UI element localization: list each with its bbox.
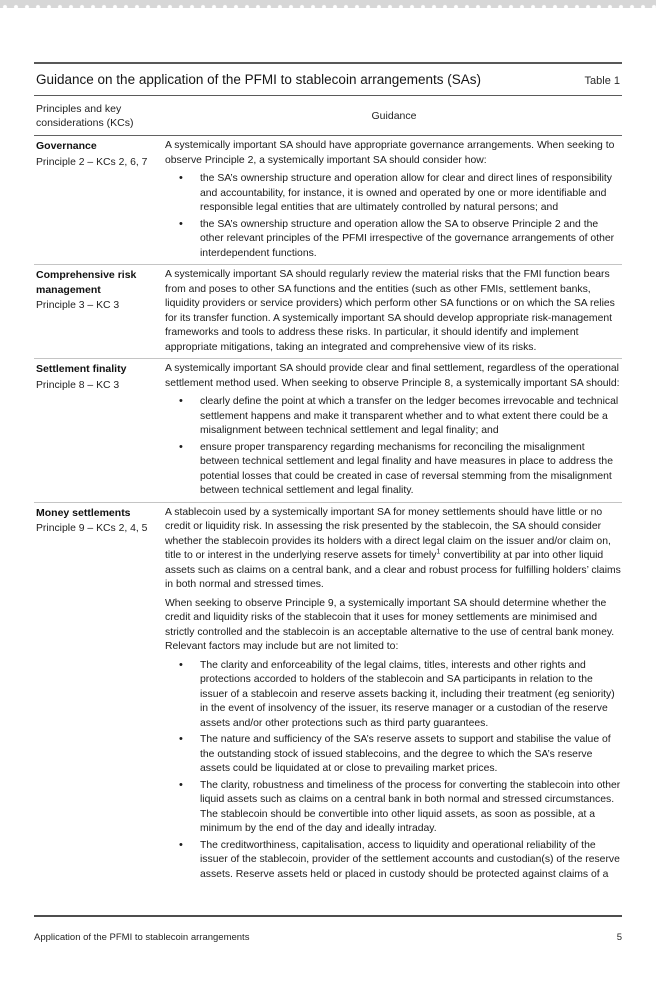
bullet-item: • The creditworthiness, capitalisation, access to liquidity and operational reliability of the issuer of the stablecoin, provider of the settlement accounts and custodian(s) of the reserve assets. Reserve assets held or placed in custody should be protected against claims of a	[165, 839, 622, 883]
guidance-cell	[165, 362, 622, 499]
guidance-table	[34, 62, 622, 917]
row-title: Money settlements	[36, 506, 131, 519]
table-header-row	[34, 96, 622, 135]
guidance-cell	[165, 139, 622, 261]
guidance-paragraph: A systemically important SA should regularly review the material risks that the FMI function bears from and poses to other SA functions and the entities (such as other FMIs, settlement banks, liquidity providers or service providers) which perform other SA functions or on which the SA relies for its transfer function. A systemically important SA should develop appropriate risk-management frameworks and tools to address these risks. In particular, it should identify and implement appropriate mitigations, taking an integrated and comprehensive view of its risks.	[165, 269, 615, 353]
guidance-paragraph	[165, 506, 622, 593]
row-principle: Principle 2 – KCs 2, 6, 7	[36, 156, 148, 168]
page-edge-strip	[0, 0, 656, 8]
bullet-list	[165, 659, 622, 883]
row-title: Comprehensive risk management	[36, 269, 137, 296]
guidance-cell	[165, 268, 622, 355]
bullet-item: • the SA’s ownership structure and operation allow for clear and direct lines of responsibility and accountability, for instance, it is owned and operated by one or more identifiable and responsible legal entities that are ultimately controlled by natural persons; and	[165, 172, 622, 216]
row-label-cell	[36, 268, 158, 355]
row-label-cell	[36, 139, 158, 261]
row-label-cell	[36, 362, 158, 499]
bullet-item: • ensure proper transparency regarding mechanisms for reconciling the misalignment between technical settlement and legal finality and have measures in place to address the potential losses that could be created in case of reversal stemming from the misalignment between technical settlement and legal finality.	[165, 441, 622, 499]
guidance-paragraph: A systemically important SA should provide clear and final settlement, regardless of the operational settlement method used. When seeking to observe Principle 8, a systemically important SA should:	[165, 363, 620, 389]
row-principle: Principle 8 – KC 3	[36, 379, 120, 391]
row-principle: Principle 3 – KC 3	[36, 300, 120, 311]
column-header-principles: Principles and key considerations (KCs)	[36, 103, 134, 129]
guidance-paragraph: A systemically important SA should have appropriate governance arrangements. When seeking to observe Principle 2, a systemically important SA should consider how:	[165, 140, 615, 166]
guidance-cell	[165, 506, 622, 883]
row-title: Governance	[36, 140, 97, 152]
bullet-item: • clearly define the point at which a transfer on the ledger becomes irrevocable and technical settlement happens and make it transparent whether and to what extent there could be a misalignment between technical settlement and legal finality; and	[165, 395, 622, 439]
page-footer	[34, 932, 622, 943]
bullet-item: • The clarity and enforceability of the legal claims, titles, interests and other rights and protections accorded to holders of the stablecoin and SA participants in relation to the issuer of a stablecoin and reserve assets backing it, including their treatment (eg seniority) in the event of insolvency of the issuer, its reserve manager or a custodian of the reserve assets and/or other protections such as third party guarantees.	[165, 659, 622, 732]
footnote-marker: 1	[436, 548, 441, 556]
row-title: Settlement finality	[36, 363, 127, 375]
page-number: 5	[616, 932, 622, 943]
guidance-paragraph: When seeking to observe Principle 9, a systemically important SA should determine whether the credit and liquidity risks of the stablecoin that it uses for money settlements are minimised and strictly controlled and the stablecoin is an acceptable alternative to the use of central bank money. Relevant factors may include but are not limited to:	[165, 597, 615, 652]
paragraph-text: convertibility at par into other liquid assets such as claims on a central bank, and a clear and robust process for fulfilling holders’ claims in both normal and stressed times.	[165, 550, 621, 590]
bullet-list	[165, 395, 622, 499]
bullet-list	[165, 172, 622, 261]
footer-document-title: Application of the PFMI to stablecoin arrangements	[34, 932, 250, 943]
bullet-item: • The clarity, robustness and timeliness of the process for converting the stablecoin into other liquid assets such as claims on a central bank in both normal and stressed circumstances. The stablecoin should be convertible into other liquid assets, as soon as possible, at a minimum by the end of the day and ideally intraday.	[165, 779, 622, 837]
table-row-settlement-finality	[34, 358, 622, 502]
table-title-row	[34, 64, 622, 95]
table-title: Guidance on the application of the PFMI to stablecoin arrangements (SAs)	[36, 72, 481, 87]
row-principle: Principle 9 – KCs 2, 4, 5	[36, 523, 148, 534]
table-body	[34, 136, 622, 885]
paragraph-text: A stablecoin used by a systemically important SA for money settlements should have little or no credit or liquidity risk. In assessing the risk presented by the stablecoin, the SA should consider whether the stablecoin provides its holders with a direct legal claim on the issuer and/or claim on, title to or interest in the underlying reserve assets for timely	[165, 506, 611, 561]
table-row-comprehensive-risk	[34, 264, 622, 358]
table-row-governance	[34, 136, 622, 264]
column-header-guidance: Guidance	[371, 110, 417, 122]
table-number-tag: Table 1	[584, 75, 620, 87]
table-row-money-settlements	[34, 502, 622, 886]
row-label-cell	[36, 506, 158, 883]
bullet-item: • The nature and sufficiency of the SA’s reserve assets to support and stabilise the value of the outstanding stock of issued stablecoins, and the degree to which the SA’s reserve assets could be liquidated at or close to prevailing market prices.	[165, 733, 622, 777]
bullet-item: • the SA’s ownership structure and operation allow the SA to observe Principle 2 and the other relevant principles of the PFMI irrespective of the governance arrangements of other interdependent functions.	[165, 218, 622, 262]
